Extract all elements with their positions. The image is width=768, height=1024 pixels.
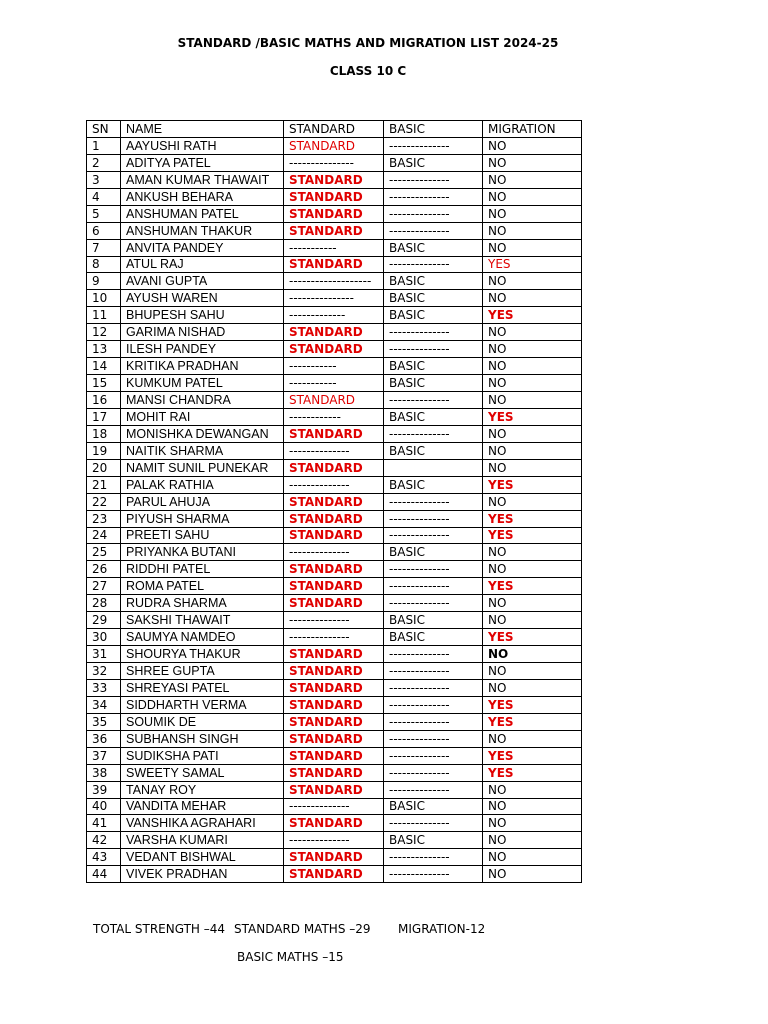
cell-basic: BASIC (384, 832, 483, 849)
table-row (87, 341, 582, 358)
cell-basic: -------------- (384, 493, 483, 510)
cell-basic: BASIC (384, 544, 483, 561)
cell-basic: -------------- (384, 730, 483, 747)
cell-standard: STANDARD (284, 188, 384, 205)
cell-migration: NO (483, 663, 582, 680)
cell-sn: 5 (87, 205, 121, 222)
cell-sn: 15 (87, 375, 121, 392)
cell-standard: STANDARD (284, 561, 384, 578)
cell-basic: BASIC (384, 798, 483, 815)
cell-name: SHREYASI PATEL (121, 679, 284, 696)
cell-migration: YES (483, 747, 582, 764)
cell-standard: STANDARD (284, 730, 384, 747)
cell-migration: NO (483, 832, 582, 849)
cell-standard: -------------- (284, 476, 384, 493)
table-row (87, 595, 582, 612)
cell-standard: STANDARD (284, 713, 384, 730)
cell-standard: -------------- (284, 629, 384, 646)
cell-name: PREETI SAHU (121, 527, 284, 544)
cell-sn: 29 (87, 612, 121, 629)
table-row (87, 747, 582, 764)
cell-basic: -------------- (384, 222, 483, 239)
cell-name: BHUPESH SAHU (121, 307, 284, 324)
cell-sn: 11 (87, 307, 121, 324)
cell-basic: -------------- (384, 561, 483, 578)
cell-standard: STANDARD (284, 324, 384, 341)
cell-name: AMAN KUMAR THAWAIT (121, 171, 284, 188)
cell-migration: NO (483, 544, 582, 561)
table-row (87, 764, 582, 781)
cell-migration: NO (483, 205, 582, 222)
cell-migration: NO (483, 849, 582, 866)
cell-basic: -------------- (384, 324, 483, 341)
cell-basic: BASIC (384, 476, 483, 493)
table-row (87, 154, 582, 171)
cell-sn: 44 (87, 866, 121, 883)
cell-sn: 21 (87, 476, 121, 493)
cell-basic: -------------- (384, 747, 483, 764)
cell-migration: YES (483, 629, 582, 646)
table-row (87, 612, 582, 629)
cell-name: NAMIT SUNIL PUNEKAR (121, 459, 284, 476)
cell-basic: -------------- (384, 764, 483, 781)
cell-standard: STANDARD (284, 137, 384, 154)
cell-sn: 39 (87, 781, 121, 798)
cell-basic: -------------- (384, 171, 483, 188)
table-row (87, 290, 582, 307)
cell-sn: 8 (87, 256, 121, 273)
cell-migration: YES (483, 527, 582, 544)
cell-sn: 20 (87, 459, 121, 476)
cell-basic: -------------- (384, 646, 483, 663)
table-row (87, 358, 582, 375)
cell-sn: 38 (87, 764, 121, 781)
class-label: CLASS 10 C (329, 64, 407, 78)
cell-migration: YES (483, 307, 582, 324)
cell-standard: ----------- (284, 239, 384, 256)
cell-sn: 17 (87, 408, 121, 425)
cell-migration: NO (483, 290, 582, 307)
cell-sn: 37 (87, 747, 121, 764)
migration-summary: MIGRATION-12 (398, 922, 486, 936)
cell-name: VIVEK PRADHAN (121, 866, 284, 883)
cell-standard: STANDARD (284, 663, 384, 680)
cell-basic: -------------- (384, 781, 483, 798)
cell-migration: NO (483, 154, 582, 171)
table-row (87, 425, 582, 442)
cell-standard: STANDARD (284, 696, 384, 713)
cell-sn: 27 (87, 578, 121, 595)
table-row (87, 527, 582, 544)
cell-migration: NO (483, 171, 582, 188)
cell-basic: -------------- (384, 866, 483, 883)
cell-name: PIYUSH SHARMA (121, 510, 284, 527)
cell-standard: STANDARD (284, 256, 384, 273)
cell-migration: NO (483, 595, 582, 612)
cell-sn: 25 (87, 544, 121, 561)
cell-sn: 40 (87, 798, 121, 815)
basic-maths-summary: BASIC MATHS –15 (237, 950, 344, 964)
cell-standard: ------------ (284, 408, 384, 425)
cell-sn: 22 (87, 493, 121, 510)
cell-name: SHOURYA THAKUR (121, 646, 284, 663)
table-row (87, 561, 582, 578)
table-row (87, 324, 582, 341)
standard-maths-summary: STANDARD MATHS –29 (234, 922, 371, 936)
column-header-sn: SN (87, 121, 121, 138)
cell-name: ANSHUMAN PATEL (121, 205, 284, 222)
cell-name: SAKSHI THAWAIT (121, 612, 284, 629)
cell-name: SHREE GUPTA (121, 663, 284, 680)
cell-name: AVANI GUPTA (121, 273, 284, 290)
cell-sn: 34 (87, 696, 121, 713)
cell-standard: --------------- (284, 154, 384, 171)
cell-standard: STANDARD (284, 527, 384, 544)
cell-name: NAITIK SHARMA (121, 442, 284, 459)
cell-sn: 13 (87, 341, 121, 358)
cell-basic: -------------- (384, 510, 483, 527)
cell-basic: BASIC (384, 307, 483, 324)
cell-standard: STANDARD (284, 425, 384, 442)
cell-sn: 43 (87, 849, 121, 866)
cell-standard: STANDARD (284, 459, 384, 476)
cell-name: VANSHIKA AGRAHARI (121, 815, 284, 832)
cell-name: PARUL AHUJA (121, 493, 284, 510)
cell-basic: -------------- (384, 849, 483, 866)
cell-name: ANSHUMAN THAKUR (121, 222, 284, 239)
cell-name: VANDITA MEHAR (121, 798, 284, 815)
cell-sn: 1 (87, 137, 121, 154)
cell-migration: NO (483, 781, 582, 798)
cell-name: MOHIT RAI (121, 408, 284, 425)
student-table (86, 120, 582, 883)
cell-sn: 41 (87, 815, 121, 832)
cell-name: MONISHKA DEWANGAN (121, 425, 284, 442)
cell-sn: 35 (87, 713, 121, 730)
cell-name: SAUMYA NAMDEO (121, 629, 284, 646)
cell-basic: BASIC (384, 273, 483, 290)
cell-migration: NO (483, 612, 582, 629)
table-row (87, 663, 582, 680)
cell-name: RIDDHI PATEL (121, 561, 284, 578)
cell-migration: YES (483, 696, 582, 713)
table-row (87, 730, 582, 747)
cell-sn: 19 (87, 442, 121, 459)
table-row (87, 713, 582, 730)
table-row (87, 781, 582, 798)
cell-sn: 42 (87, 832, 121, 849)
cell-basic: -------------- (384, 595, 483, 612)
table-row (87, 375, 582, 392)
cell-basic: -------------- (384, 815, 483, 832)
cell-standard: -------------- (284, 832, 384, 849)
cell-name: AAYUSHI RATH (121, 137, 284, 154)
cell-name: KRITIKA PRADHAN (121, 358, 284, 375)
cell-migration: NO (483, 222, 582, 239)
cell-sn: 2 (87, 154, 121, 171)
cell-basic (384, 459, 483, 476)
table-row (87, 696, 582, 713)
cell-sn: 14 (87, 358, 121, 375)
cell-name: ANKUSH BEHARA (121, 188, 284, 205)
cell-sn: 31 (87, 646, 121, 663)
cell-basic: -------------- (384, 188, 483, 205)
cell-sn: 3 (87, 171, 121, 188)
cell-sn: 33 (87, 679, 121, 696)
cell-sn: 7 (87, 239, 121, 256)
table-row (87, 222, 582, 239)
cell-migration: NO (483, 442, 582, 459)
cell-standard: ----------- (284, 358, 384, 375)
table-row (87, 679, 582, 696)
cell-sn: 18 (87, 425, 121, 442)
cell-name: ADITYA PATEL (121, 154, 284, 171)
table-row (87, 476, 582, 493)
cell-migration: NO (483, 646, 582, 663)
table-header-row (87, 121, 582, 138)
cell-basic: -------------- (384, 527, 483, 544)
cell-basic: BASIC (384, 442, 483, 459)
cell-basic: -------------- (384, 205, 483, 222)
table-row (87, 798, 582, 815)
cell-name: ROMA PATEL (121, 578, 284, 595)
cell-standard: STANDARD (284, 222, 384, 239)
cell-migration: NO (483, 273, 582, 290)
table-row (87, 188, 582, 205)
cell-standard: STANDARD (284, 781, 384, 798)
cell-name: KUMKUM PATEL (121, 375, 284, 392)
cell-basic: -------------- (384, 137, 483, 154)
table-row (87, 307, 582, 324)
cell-migration: YES (483, 256, 582, 273)
table-row (87, 256, 582, 273)
table-row (87, 578, 582, 595)
cell-basic: BASIC (384, 290, 483, 307)
table-row (87, 459, 582, 476)
cell-migration: YES (483, 578, 582, 595)
cell-sn: 12 (87, 324, 121, 341)
cell-name: VEDANT BISHWAL (121, 849, 284, 866)
cell-basic: -------------- (384, 341, 483, 358)
cell-sn: 32 (87, 663, 121, 680)
cell-name: SUDIKSHA PATI (121, 747, 284, 764)
table-row (87, 832, 582, 849)
cell-standard: STANDARD (284, 679, 384, 696)
table-row (87, 646, 582, 663)
table-row (87, 171, 582, 188)
cell-standard: STANDARD (284, 815, 384, 832)
cell-name: AYUSH WAREN (121, 290, 284, 307)
cell-migration: NO (483, 561, 582, 578)
cell-migration: NO (483, 493, 582, 510)
cell-migration: YES (483, 713, 582, 730)
cell-sn: 36 (87, 730, 121, 747)
cell-standard: STANDARD (284, 493, 384, 510)
table-row (87, 849, 582, 866)
cell-basic: -------------- (384, 256, 483, 273)
cell-name: SOUMIK DE (121, 713, 284, 730)
cell-sn: 30 (87, 629, 121, 646)
cell-name: SIDDHARTH VERMA (121, 696, 284, 713)
cell-basic: -------------- (384, 578, 483, 595)
cell-migration: NO (483, 730, 582, 747)
cell-migration: NO (483, 798, 582, 815)
cell-basic: BASIC (384, 629, 483, 646)
table-row (87, 815, 582, 832)
cell-basic: -------------- (384, 663, 483, 680)
cell-migration: YES (483, 476, 582, 493)
table-row (87, 137, 582, 154)
cell-basic: BASIC (384, 358, 483, 375)
cell-name: PALAK RATHIA (121, 476, 284, 493)
cell-standard: STANDARD (284, 171, 384, 188)
cell-sn: 10 (87, 290, 121, 307)
cell-name: SWEETY SAMAL (121, 764, 284, 781)
cell-basic: BASIC (384, 154, 483, 171)
cell-migration: NO (483, 679, 582, 696)
cell-standard: -------------- (284, 442, 384, 459)
table-row (87, 273, 582, 290)
cell-standard: STANDARD (284, 392, 384, 409)
cell-name: GARIMA NISHAD (121, 324, 284, 341)
cell-name: PRIYANKA BUTANI (121, 544, 284, 561)
cell-basic: BASIC (384, 408, 483, 425)
cell-standard: ------------------- (284, 273, 384, 290)
column-header-migration: MIGRATION (483, 121, 582, 138)
cell-standard: STANDARD (284, 646, 384, 663)
cell-name: VARSHA KUMARI (121, 832, 284, 849)
cell-migration: NO (483, 459, 582, 476)
cell-standard: -------------- (284, 798, 384, 815)
cell-migration: NO (483, 425, 582, 442)
cell-standard: -------------- (284, 544, 384, 561)
cell-sn: 28 (87, 595, 121, 612)
table-row (87, 442, 582, 459)
cell-sn: 6 (87, 222, 121, 239)
table-row (87, 408, 582, 425)
cell-migration: NO (483, 375, 582, 392)
cell-basic: -------------- (384, 392, 483, 409)
cell-sn: 24 (87, 527, 121, 544)
cell-standard: STANDARD (284, 510, 384, 527)
cell-name: TANAY ROY (121, 781, 284, 798)
table-row (87, 205, 582, 222)
cell-name: MANSI CHANDRA (121, 392, 284, 409)
cell-migration: NO (483, 324, 582, 341)
cell-sn: 4 (87, 188, 121, 205)
table-row (87, 629, 582, 646)
cell-migration: NO (483, 866, 582, 883)
column-header-standard: STANDARD (284, 121, 384, 138)
cell-name: ILESH PANDEY (121, 341, 284, 358)
cell-migration: NO (483, 239, 582, 256)
cell-sn: 9 (87, 273, 121, 290)
cell-standard: --------------- (284, 290, 384, 307)
cell-migration: YES (483, 764, 582, 781)
cell-name: RUDRA SHARMA (121, 595, 284, 612)
cell-migration: NO (483, 341, 582, 358)
cell-standard: STANDARD (284, 341, 384, 358)
cell-sn: 23 (87, 510, 121, 527)
table-row (87, 493, 582, 510)
page-title: STANDARD /BASIC MATHS AND MIGRATION LIST 2024-25 (177, 36, 559, 50)
cell-migration: YES (483, 408, 582, 425)
table-row (87, 866, 582, 883)
cell-migration: NO (483, 188, 582, 205)
table-row (87, 239, 582, 256)
cell-migration: NO (483, 137, 582, 154)
cell-basic: -------------- (384, 425, 483, 442)
cell-migration: NO (483, 358, 582, 375)
cell-standard: STANDARD (284, 205, 384, 222)
cell-standard: ----------- (284, 375, 384, 392)
cell-basic: -------------- (384, 679, 483, 696)
cell-standard: STANDARD (284, 578, 384, 595)
table-row (87, 392, 582, 409)
cell-migration: NO (483, 392, 582, 409)
cell-standard: STANDARD (284, 747, 384, 764)
cell-basic: BASIC (384, 375, 483, 392)
cell-standard: ------------- (284, 307, 384, 324)
cell-migration: NO (483, 815, 582, 832)
table-row (87, 544, 582, 561)
cell-standard: STANDARD (284, 866, 384, 883)
cell-sn: 26 (87, 561, 121, 578)
cell-sn: 16 (87, 392, 121, 409)
column-header-basic: BASIC (384, 121, 483, 138)
table-row (87, 510, 582, 527)
cell-basic: BASIC (384, 612, 483, 629)
cell-migration: YES (483, 510, 582, 527)
cell-basic: -------------- (384, 713, 483, 730)
cell-standard: STANDARD (284, 849, 384, 866)
total-strength-summary: TOTAL STRENGTH –44 (93, 922, 226, 936)
cell-name: SUBHANSH SINGH (121, 730, 284, 747)
cell-standard: STANDARD (284, 595, 384, 612)
cell-standard: -------------- (284, 612, 384, 629)
cell-basic: -------------- (384, 696, 483, 713)
cell-name: ATUL RAJ (121, 256, 284, 273)
column-header-name: NAME (121, 121, 284, 138)
cell-basic: BASIC (384, 239, 483, 256)
cell-standard: STANDARD (284, 764, 384, 781)
cell-name: ANVITA PANDEY (121, 239, 284, 256)
